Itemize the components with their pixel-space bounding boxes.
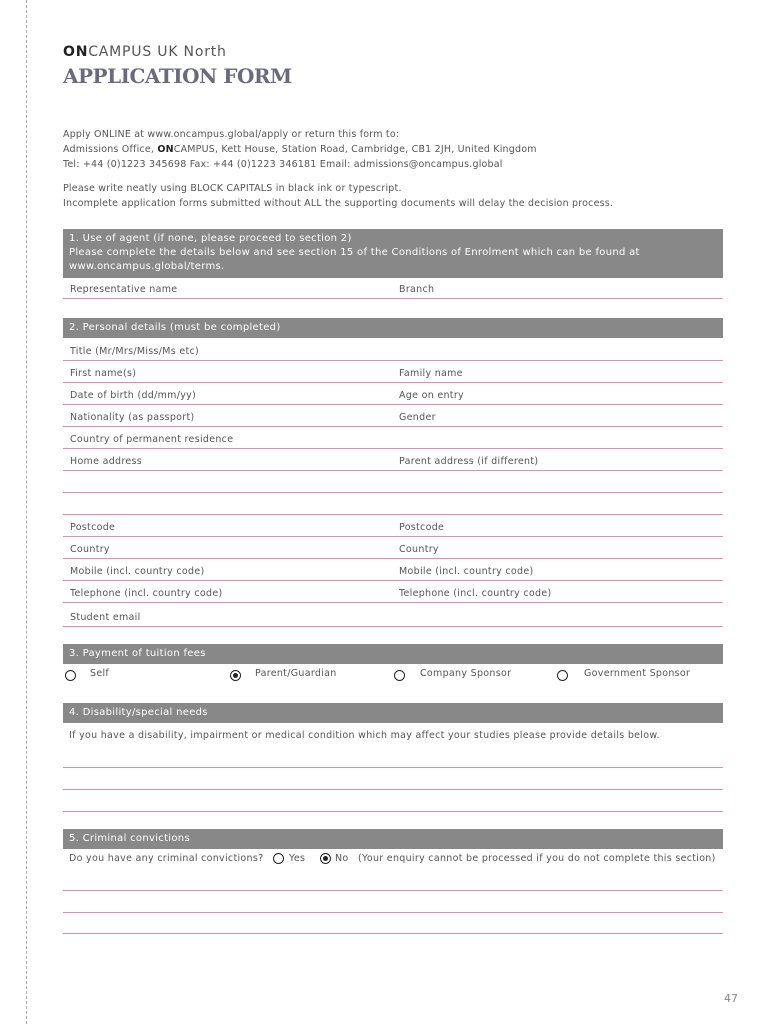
payment-government-label: Government Sponsor — [584, 668, 691, 679]
convictions-line-1[interactable] — [63, 890, 723, 891]
mobile-row[interactable] — [63, 558, 723, 581]
disability-line-2[interactable] — [63, 789, 723, 790]
title-row[interactable] — [63, 338, 723, 361]
convictions-line-2[interactable] — [63, 912, 723, 913]
telephone-label: Telephone (incl. country code) — [70, 588, 223, 599]
dob-row[interactable] — [63, 382, 723, 405]
intro-line-caps: Please write neatly using BLOCK CAPITALS in black ink or typescript. — [63, 183, 402, 194]
email-label: Student email — [70, 612, 141, 623]
convictions-yes-label: Yes — [289, 853, 306, 864]
intro-contact — [63, 127, 537, 172]
payment-self-radio[interactable] — [65, 670, 76, 681]
section5-header: 5. Criminal convictions — [63, 829, 723, 849]
agent-row[interactable] — [63, 278, 723, 299]
residence-row[interactable] — [63, 426, 723, 449]
payment-government-radio[interactable] — [557, 670, 568, 681]
age-label: Age on entry — [399, 390, 464, 401]
section2-header: 2. Personal details (must be completed) — [63, 318, 723, 338]
page-number: 47 — [724, 992, 738, 1005]
intro-line-apply: Apply ONLINE at www.oncampus.global/apply or return this form to: — [63, 129, 400, 140]
name-row[interactable] — [63, 360, 723, 383]
residence-label: Country of permanent residence — [70, 434, 234, 445]
intro-line-address: Admissions Office, ONCAMPUS, Kett House, Station Road, Cambridge, CB1 2JH, United Kingdom — [63, 144, 537, 155]
section1-header: 1. Use of agent (if none, please proceed to section 2) Please complete the details below and see section 15 of the Conditions of Enrolment which can be found at www.oncampus.global/terms. — [63, 229, 723, 278]
parent-telephone-label: Telephone (incl. country code) — [399, 588, 552, 599]
parent-address-label: Parent address (if different) — [399, 456, 539, 467]
convictions-yes-radio[interactable] — [273, 853, 284, 864]
disability-line-3[interactable] — [63, 811, 723, 812]
nationality-row[interactable] — [63, 404, 723, 427]
address-line-2[interactable] — [63, 492, 723, 493]
section3-header: 3. Payment of tuition fees — [63, 644, 723, 664]
address-row[interactable] — [63, 448, 723, 471]
branch-label: Branch — [399, 284, 435, 295]
dob-label: Date of birth (dd/mm/yy) — [70, 390, 197, 401]
payment-company-radio[interactable] — [394, 670, 405, 681]
mobile-label: Mobile (incl. country code) — [70, 566, 205, 577]
telephone-row[interactable] — [63, 580, 723, 603]
home-address-label: Home address — [70, 456, 142, 467]
country-label: Country — [70, 544, 110, 555]
section4-header: 4. Disability/special needs — [63, 703, 723, 723]
convictions-no-label: No — [335, 853, 349, 864]
convictions-question: Do you have any criminal convictions? — [69, 853, 264, 864]
title-label: Title (Mr/Mrs/Miss/Ms etc) — [70, 346, 200, 357]
family-name-label: Family name — [399, 368, 463, 379]
nationality-label: Nationality (as passport) — [70, 412, 195, 423]
convictions-no-radio[interactable] — [320, 853, 331, 864]
email-row[interactable] — [63, 602, 723, 627]
intro-line-phone: Tel: +44 (0)1223 345698 Fax: +44 (0)1223 346181 Email: admissions@oncampus.global — [63, 159, 503, 170]
rep-name-label: Representative name — [70, 284, 178, 295]
disability-prompt: If you have a disability, impairment or medical condition which may affect your studies please provide details below. — [69, 730, 660, 741]
convictions-line-3[interactable] — [63, 933, 723, 934]
parent-country-label: Country — [399, 544, 439, 555]
postcode-label: Postcode — [70, 522, 116, 533]
brand-name: ONCAMPUS UK North — [63, 44, 227, 60]
convictions-note: (Your enquiry cannot be processed if you do not complete this section) — [358, 853, 716, 864]
payment-company-label: Company Sponsor — [420, 668, 512, 679]
parent-postcode-label: Postcode — [399, 522, 445, 533]
page-edge-dashed-line — [26, 0, 27, 1024]
first-name-label: First name(s) — [70, 368, 137, 379]
payment-parent-label: Parent/Guardian — [255, 668, 337, 679]
parent-mobile-label: Mobile (incl. country code) — [399, 566, 534, 577]
intro-instructions — [63, 181, 613, 211]
page-title: APPLICATION FORM — [63, 64, 292, 88]
gender-label: Gender — [399, 412, 436, 423]
payment-parent-radio[interactable] — [230, 670, 241, 681]
payment-self-label: Self — [90, 668, 110, 679]
postcode-row[interactable] — [63, 514, 723, 537]
country-row[interactable] — [63, 536, 723, 559]
disability-line-1[interactable] — [63, 767, 723, 768]
intro-line-incomplete: Incomplete application forms submitted without ALL the supporting documents will delay the decision process. — [63, 198, 614, 209]
